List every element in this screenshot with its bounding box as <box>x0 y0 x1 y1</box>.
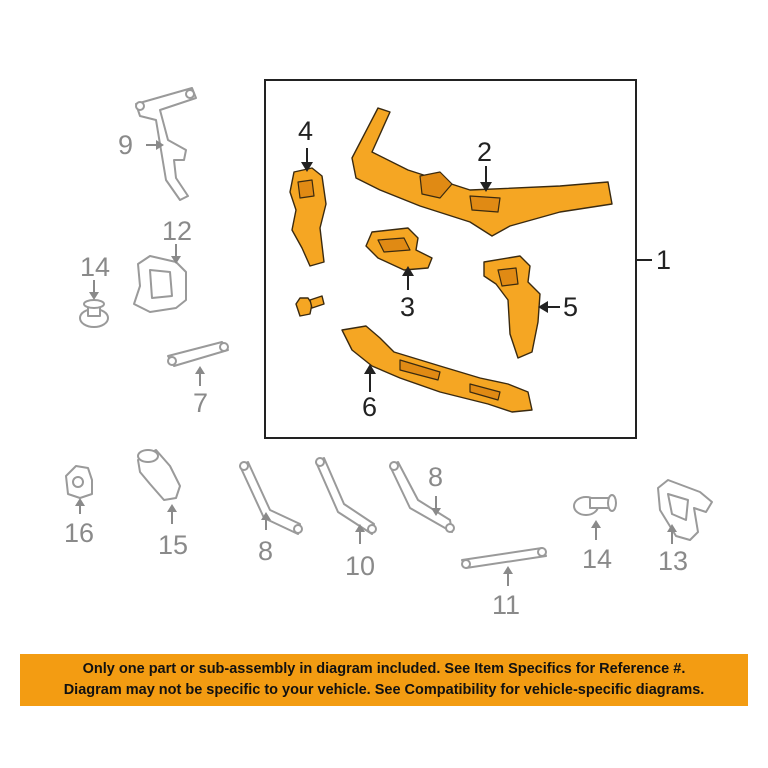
disclaimer-line-1: Only one part or sub-assembly in diagram included. See Item Specifics for Reference #. <box>82 661 686 677</box>
callout-4: 4 <box>298 116 314 146</box>
callout-2: 2 <box>477 137 493 167</box>
callout-6: 6 <box>362 392 378 422</box>
part-11-strap <box>462 548 546 568</box>
part-7-strap <box>168 342 228 366</box>
callout-15: 15 <box>158 530 189 560</box>
callout-11: 11 <box>492 590 521 620</box>
disclaimer-line-2: Diagram may not be specific to your vehicle. See Compatibility for vehicle-specific diagrams. <box>63 682 705 698</box>
part-8-strap-right <box>390 462 454 532</box>
part-10-strap <box>316 458 376 534</box>
part-9-bracket <box>136 88 196 200</box>
callout-5: 5 <box>563 292 579 322</box>
part-12-bracket <box>134 256 186 312</box>
callout-3: 3 <box>400 292 416 322</box>
callout-8-right: 8 <box>428 462 444 492</box>
callout-10: 10 <box>345 551 376 581</box>
part-8-strap-left <box>240 462 302 534</box>
callout-14-right: 14 <box>582 544 613 574</box>
part-5-right-side-support <box>484 256 540 358</box>
part-15-sensor <box>138 450 180 500</box>
part-13-bracket <box>658 480 712 540</box>
part-2-upper-tie-bar <box>352 108 612 236</box>
disclaimer-banner <box>20 654 748 706</box>
part-14-clip-left <box>80 300 108 327</box>
callout-13: 13 <box>658 546 689 576</box>
callout-12: 12 <box>162 216 193 246</box>
part-4-left-side-support <box>290 168 326 266</box>
part-3-center-bracket <box>366 228 432 270</box>
callout-1: 1 <box>656 245 672 275</box>
callout-7: 7 <box>193 388 209 418</box>
callout-9: 9 <box>118 130 134 160</box>
callout-8-left: 8 <box>258 536 274 566</box>
part-14-clip-right <box>574 495 616 515</box>
callout-16: 16 <box>64 518 95 548</box>
callout-14-left: 14 <box>80 252 111 282</box>
bolt <box>296 296 324 316</box>
part-16-clip <box>66 466 92 498</box>
